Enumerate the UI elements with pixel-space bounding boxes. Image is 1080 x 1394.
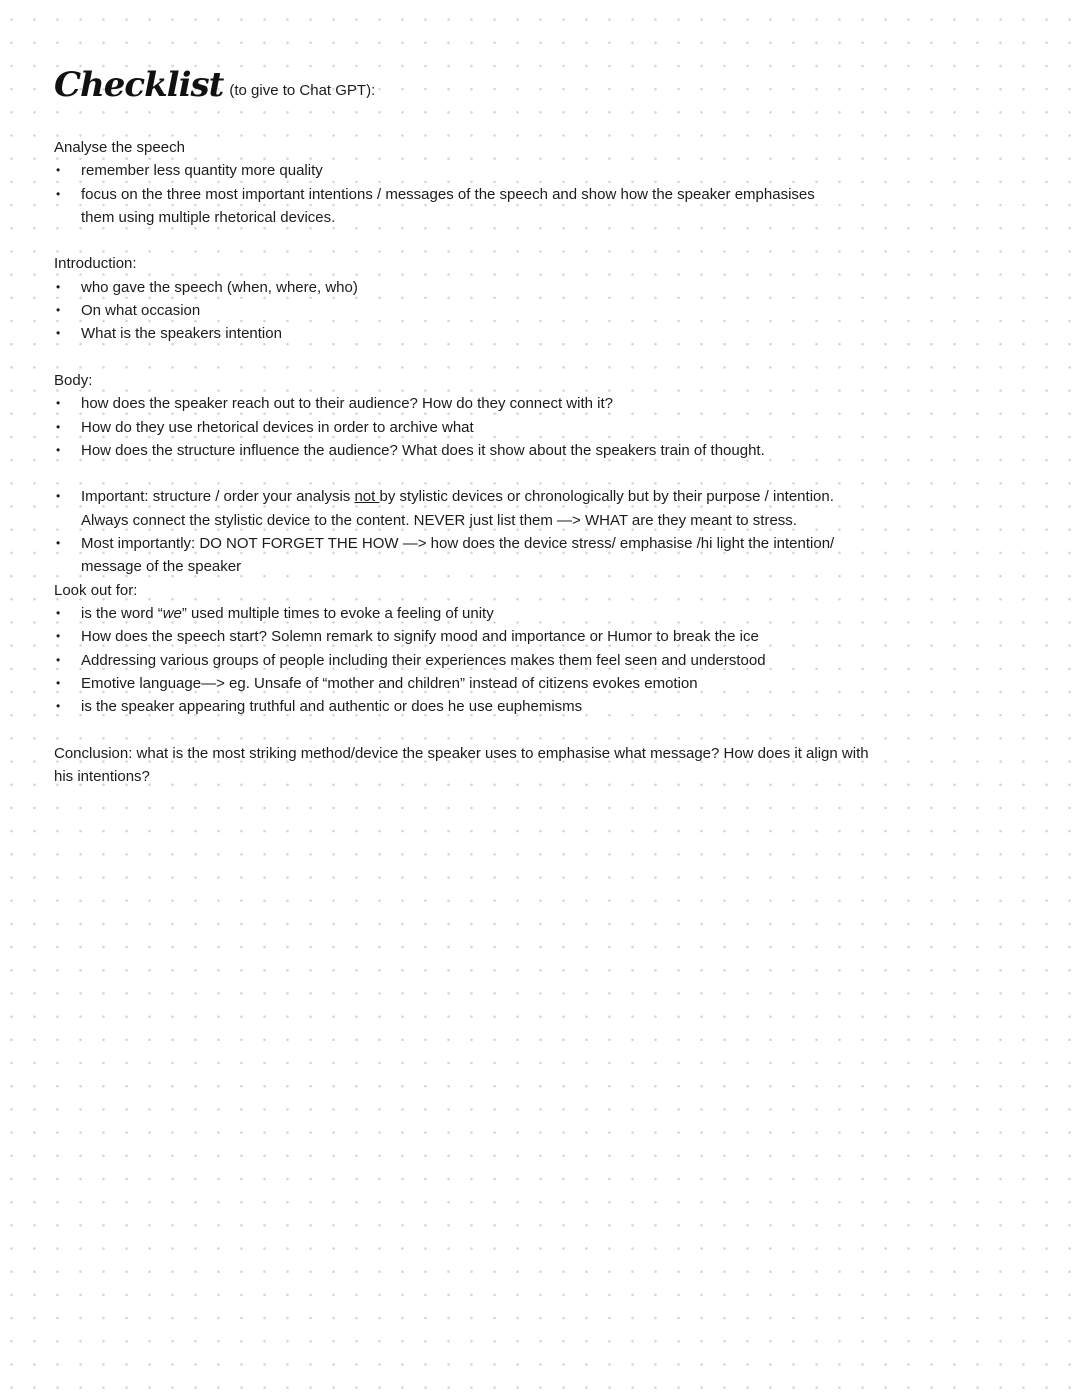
- conclusion-section: [54, 742, 894, 789]
- title-row: [54, 58, 894, 105]
- lookout-section: [54, 579, 894, 719]
- list-item: • Important: structure / order your analysis not by stylistic devices or chronologically but by their purpose / intention. Always connect the stylistic device to the content. NEVER just list them —> WHAT are they meant to stress.: [54, 485, 881, 532]
- bullet-icon: •: [56, 326, 61, 341]
- bullet-icon: •: [56, 163, 61, 178]
- list-item: • is the word “we” used multiple times to evoke a feeling of unity: [54, 602, 894, 625]
- bullet-icon: •: [56, 442, 61, 457]
- list-item: • Most importantly: DO NOT FORGET THE HOW —> how does the device stress/ emphasise /hi light the intention/ message of the speaker: [54, 532, 881, 579]
- list-item: • remember less quantity more quality: [54, 159, 894, 182]
- bullet-icon: •: [56, 629, 61, 644]
- page-subtitle: (to give to Chat GPT):: [229, 82, 376, 99]
- page-title: Checklist: [54, 65, 224, 105]
- list-item: • On what occasion: [54, 299, 894, 322]
- list-item: • How does the speech start? Solemn remark to signify mood and importance or Humor to break the ice: [54, 625, 894, 648]
- bullet-icon: •: [56, 396, 61, 411]
- introduction-heading: Introduction:: [54, 255, 137, 273]
- list-item: • Emotive language—> eg. Unsafe of “mother and children” instead of citizens evokes emotion: [54, 672, 894, 695]
- bullet-icon: •: [56, 186, 61, 201]
- analyse-section: [54, 136, 894, 229]
- tips-list: [54, 485, 894, 578]
- checklist-page: [54, 58, 894, 788]
- list-item: • how does the speaker reach out to their audience? How do they connect with it?: [54, 392, 894, 415]
- lookout-heading: Look out for:: [54, 581, 138, 599]
- body-list: [54, 392, 894, 462]
- bullet-icon: •: [56, 652, 61, 667]
- bullet-icon: •: [56, 605, 61, 620]
- introduction-section: [54, 252, 894, 345]
- list-item: • What is the speakers intention: [54, 322, 894, 345]
- analyse-heading: Analyse the speech: [54, 139, 185, 156]
- conclusion-text: Conclusion: what is the most striking method/device the speaker uses to emphasise what message? How does it align with his intentions?: [54, 744, 869, 786]
- italic-word: we: [162, 604, 182, 622]
- underlined-text: not: [354, 488, 380, 506]
- body-section: [54, 369, 894, 462]
- list-item: • is the speaker appearing truthful and authentic or does he use euphemisms: [54, 695, 894, 718]
- list-item: • Addressing various groups of people including their experiences makes them feel seen and understood: [54, 649, 894, 672]
- lookout-list: [54, 602, 894, 718]
- list-item: • focus on the three most important intentions / messages of the speech and show how the speaker emphasises them using multiple rhetorical devices.: [54, 183, 894, 230]
- bullet-icon: •: [56, 279, 61, 294]
- bullet-icon: •: [56, 699, 61, 714]
- list-item: • How does the structure influence the audience? What does it show about the speakers train of thought.: [54, 439, 894, 462]
- bullet-icon: •: [56, 303, 61, 318]
- bullet-icon: •: [56, 675, 61, 690]
- list-item: • who gave the speech (when, where, who): [54, 276, 894, 299]
- introduction-list: [54, 276, 894, 346]
- bullet-icon: •: [56, 419, 61, 434]
- tips-section: [54, 485, 894, 578]
- bullet-icon: •: [56, 536, 61, 551]
- body-heading: Body:: [54, 371, 93, 389]
- analyse-list: [54, 159, 894, 229]
- bullet-icon: •: [56, 489, 61, 504]
- list-item: • How do they use rhetorical devices in order to archive what: [54, 416, 894, 439]
